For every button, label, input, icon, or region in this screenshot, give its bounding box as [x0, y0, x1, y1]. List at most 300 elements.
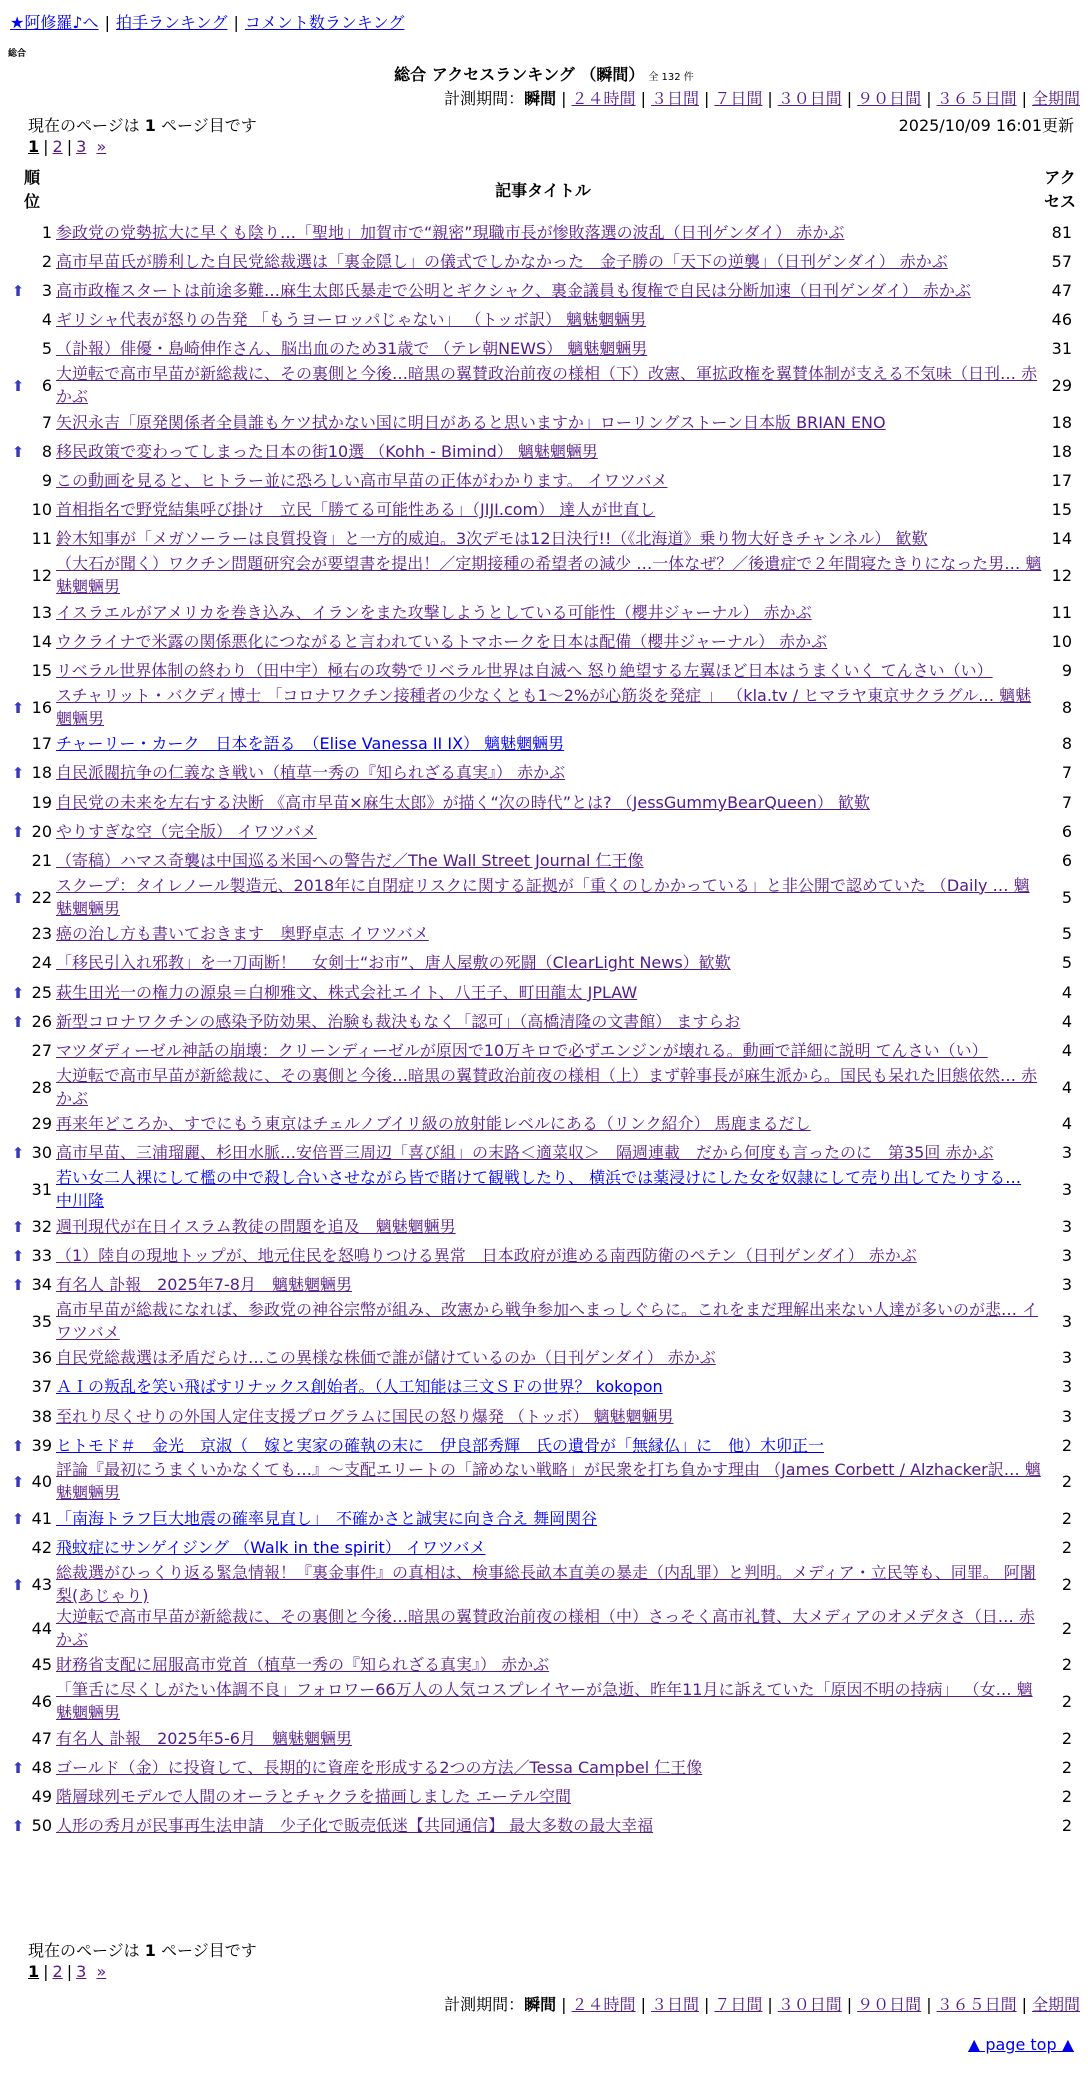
article-title-cell: [56, 1536, 1042, 1560]
rank-number: 36: [31, 1348, 52, 1368]
article-link[interactable]: マツダディーゼル神話の崩壊：クリーンディーゼルが原因で10万キロで必ずエンジンが壊れる。動画で詳細に説明 てんさい（い）: [56, 1040, 988, 1060]
rank-number: 7: [41, 412, 52, 432]
access-count: 5: [1061, 953, 1072, 973]
rank-number: 1: [41, 222, 52, 242]
rank-number: 50: [31, 1816, 52, 1836]
article-link[interactable]: 有名人 訃報 2025年7-8月 魑魅魍魎男: [56, 1274, 352, 1294]
access-count: 81: [1051, 222, 1072, 242]
pager-top: [28, 137, 106, 156]
article-link[interactable]: 「筆舌に尽くしがたい体調不良」フォロワー66万人の人気コスプレイヤーが急逝、昨年11月に訴えていた「原因不明の持病」 （女… 魑魅魍魎男: [56, 1680, 1033, 1722]
pager-separator: |: [43, 137, 49, 156]
article-title-cell: [56, 1064, 1042, 1110]
pager-link[interactable]: 2: [52, 137, 63, 156]
article-title-cell: [56, 1273, 1042, 1297]
article-link[interactable]: ヒトモド＃ 金光 京淑（ 嫁と実家の確執の末に 伊良部秀輝 氏の遺骨が「無縁仏」に 他）木卯正一: [56, 1435, 825, 1455]
ranking-row: [0, 335, 1088, 364]
ranking-row: [0, 1812, 1088, 1841]
article-link[interactable]: ギリシャ代表が怒りの告発 「もうヨーロッパじゃない」 （トッボ訳） 魑魅魍魎男: [56, 310, 647, 330]
article-link[interactable]: （寄稿）ハマス奇襲は中国巡る米国への警告だ／The Wall Street Journal 仁王像: [56, 850, 644, 870]
page-info-prefix: 現在のページは: [28, 116, 145, 135]
rank-number: 32: [31, 1216, 52, 1236]
ranking-row: [0, 817, 1088, 846]
rank-number: 4: [41, 310, 52, 330]
article-title-cell: [56, 761, 1042, 785]
page-info-number: 1: [144, 1941, 156, 1960]
access-count: 3: [1061, 1180, 1072, 1199]
article-link[interactable]: 鈴木知事が「メガソーラーは良質投資」と一方的威迫。3次デモは12日決行!!（《北海道》乗り物大好きチャンネル） 歓歎: [56, 529, 928, 549]
rank-number: 23: [31, 924, 52, 944]
access-count: 14: [1051, 529, 1072, 549]
rank-number: 3: [41, 280, 52, 300]
article-link[interactable]: 大逆転で高市早苗が新総裁に、その裏側と今後…暗黒の翼賛政治前夜の様相（中）さっそく高市礼賛、大メディアのオメデタさ（日… 赤かぶ: [56, 1606, 1035, 1649]
page-info-top: [28, 113, 257, 136]
period-option[interactable]: ７日間: [714, 1995, 763, 2014]
rank-number: 2: [41, 251, 52, 271]
up-arrow-icon: ⬆: [11, 822, 25, 841]
period-separator: |: [703, 1995, 710, 2014]
ranking-row: [0, 1504, 1088, 1533]
ranking-row: [0, 1782, 1088, 1811]
article-link[interactable]: 「移民引入れ邪教」を一刀両断！ 女剣士“お市”、唐人屋敷の死闘（ClearLight News）歓歎: [56, 953, 731, 973]
page-top-block: [968, 2035, 1074, 2054]
access-count: 4: [1061, 1114, 1072, 1134]
article-title-cell: [56, 1244, 1042, 1268]
period-option[interactable]: 全期間: [1031, 1995, 1080, 2014]
pager-bottom: [28, 1962, 106, 1981]
ranking-row: [0, 949, 1088, 978]
article-title-cell: [56, 732, 1042, 756]
article-title-cell: [56, 630, 1042, 654]
rank-number: 44: [31, 1618, 52, 1638]
period-option[interactable]: ７日間: [714, 89, 763, 108]
article-title-cell: [56, 552, 1042, 598]
access-count: 2: [1061, 1472, 1072, 1492]
article-link[interactable]: 参政党の党勢拡大に早くも陰り…「聖地」加賀市で“親密”現職市長が惨敗落選の波乱（日刊ゲンダイ） 赤かぶ: [56, 222, 845, 242]
article-title-cell: [56, 601, 1042, 625]
rank-number: 22: [31, 887, 52, 907]
up-arrow-icon: ⬆: [11, 281, 25, 300]
column-title: 記事タイトル: [495, 181, 591, 200]
ranking-row: [0, 1168, 1088, 1212]
access-count: 3: [1061, 1348, 1072, 1368]
access-count: 8: [1061, 697, 1072, 717]
rank-number: 17: [31, 734, 52, 754]
rank-number: 21: [31, 850, 52, 870]
page-info-suffix: ページ目です: [155, 116, 257, 135]
article-title-cell: [56, 221, 1042, 245]
page-top-link[interactable]: ▲ page top ▲: [967, 2035, 1074, 2054]
article-title-cell: [56, 1507, 1042, 1531]
pager-link[interactable]: 3: [76, 137, 87, 156]
ranking-row: [0, 247, 1088, 276]
article-title-cell: [56, 1215, 1042, 1239]
period-option[interactable]: ３６５日間: [936, 89, 1017, 108]
pager-link[interactable]: 3: [76, 1962, 87, 1981]
ranking-row: [0, 920, 1088, 949]
article-title-cell: [56, 308, 1042, 332]
ranking-row: [0, 759, 1088, 788]
article-link[interactable]: 矢沢永吉「原発関係者全員誰もケツ拭かない国に明日があると思いますか」ローリングストーン日本版 BRIAN ENO: [56, 412, 886, 432]
article-link[interactable]: リベラル世界体制の終わり（田中宇）極右の攻勢でリベラル世界は自滅へ 怒り絶望する左翼ほど日本はうまくいく てんさい（い）: [56, 660, 993, 680]
period-option[interactable]: ３日間: [650, 1995, 699, 2014]
rank-number: 15: [31, 660, 52, 680]
up-arrow-icon: ⬆: [11, 1575, 25, 1594]
rank-number: 34: [31, 1274, 52, 1294]
updated-time: 2025/10/09 16:01更新: [898, 116, 1074, 135]
ranking-row: [0, 1212, 1088, 1241]
article-title-cell: [56, 527, 1042, 551]
rank-number: 49: [31, 1786, 52, 1806]
ranking-row: [0, 730, 1088, 759]
up-arrow-icon: ⬆: [11, 1758, 25, 1777]
article-link[interactable]: （訃報）俳優・島崎伸作さん、脳出血のため31歳で （テレ朝NEWS） 魑魅魍魎男: [56, 339, 648, 359]
ranking-row: [0, 1460, 1088, 1504]
up-arrow-icon: ⬆: [11, 377, 25, 395]
access-count: 17: [1051, 470, 1072, 490]
ranking-row: [0, 218, 1088, 247]
article-title-cell: [56, 498, 1042, 522]
ranking-row: [0, 1724, 1088, 1753]
article-link[interactable]: 高市早苗が総裁になれば、参政党の神谷宗幣が組み、改憲から戦争参加へまっしぐらに。これをまだ理解出来ない人達が多いのが悲… イワツバメ: [56, 1299, 1039, 1342]
article-link[interactable]: 週刊現代が在日イスラム教徒の問題を追及 魑魅魍魎男: [56, 1216, 456, 1236]
article-title-cell: [56, 1605, 1042, 1651]
article-link[interactable]: 人形の秀月が民事再生法申請 少子化で販売低迷【共同通信】 最大多数の最大幸福: [56, 1816, 654, 1836]
access-count: 12: [1051, 566, 1072, 585]
article-title-cell: [56, 820, 1042, 844]
article-link[interactable]: やりすぎな空（完全版） イワツバメ: [56, 821, 317, 841]
article-link[interactable]: 高市早苗、三浦瑠麗、杉田水脈…安倍晋三周辺「喜び組」の末路＜適菜収＞ 隔週連載 だから何度も言ったのに 第35回 赤かぶ: [56, 1143, 994, 1163]
article-title-cell: [56, 1166, 1042, 1212]
rank-number: 14: [31, 631, 52, 651]
period-separator: |: [926, 1995, 932, 2014]
article-title-cell: [56, 1346, 1042, 1370]
ranking-row: [0, 788, 1088, 817]
ranking-row: [0, 1036, 1088, 1065]
access-count: 10: [1051, 631, 1072, 651]
article-link[interactable]: 自民派閥抗争の仁義なき戦い（植草一秀の『知られざる真実』） 赤かぶ: [56, 763, 566, 783]
ranking-row: [0, 437, 1088, 466]
access-count: 7: [1061, 792, 1072, 812]
ranking-row: [0, 656, 1088, 685]
article-title-cell: [56, 874, 1042, 920]
access-count: 3: [1061, 1143, 1072, 1163]
period-option[interactable]: 全期間: [1031, 89, 1080, 108]
nav-separator: |: [104, 13, 110, 32]
rank-number: 43: [31, 1574, 52, 1594]
access-count: 2: [1061, 1508, 1072, 1528]
access-count: 2: [1061, 1816, 1072, 1836]
access-count: 47: [1051, 280, 1072, 300]
ranking-row: [0, 306, 1088, 335]
article-link[interactable]: ウクライナで米露の関係悪化につながると言われているトマホークを日本は配備（櫻井ジャーナル） 赤かぶ: [56, 631, 828, 651]
access-count: 3: [1061, 1311, 1072, 1331]
article-link[interactable]: 自民党の未来を左右する決断 《高市早苗×麻生太郎》が描く“次の時代”とは? （JessGummyBearQueen） 歓歎: [56, 792, 870, 812]
ranking-row: [0, 1534, 1088, 1563]
period-option[interactable]: ２４時間: [571, 89, 636, 108]
period-separator: |: [561, 1995, 567, 2014]
rank-number: 46: [31, 1692, 52, 1711]
article-link[interactable]: （1）陸自の現地トップが、地元住民を怒鳴りつける異常 日本政府が進める南西防衛のペテン（日刊ゲンダイ） 赤かぶ: [56, 1245, 917, 1265]
article-link[interactable]: 高市早苗氏が勝利した自民党総裁選は「裏金隠し」の儀式でしかなかった 金子勝の「天下の逆襲」（日刊ゲンダイ） 赤かぶ: [56, 251, 948, 271]
access-count: 11: [1051, 602, 1072, 622]
up-arrow-icon: ⬆: [11, 983, 25, 1002]
article-link[interactable]: （大石が聞く）ワクチン問題研究会が要望書を提出！／定期接種の希望者の減少 …一体なぜ？／後遺症で２年間寝たきりになった男… 魑魅魍魎男: [56, 554, 1042, 596]
article-link[interactable]: この動画を見ると、ヒトラー並に恐ろしい高市早苗の正体がわかります。 イワツバメ: [56, 470, 668, 490]
period-current: 瞬間: [524, 89, 557, 108]
access-count: 4: [1061, 1077, 1072, 1097]
article-link[interactable]: イスラエルがアメリカを巻き込み、イランをまた攻撃しようとしている可能性（櫻井ジャーナル） 赤かぶ: [56, 602, 812, 622]
access-count: 3: [1061, 1245, 1072, 1265]
column-rank: 順位: [23, 168, 40, 211]
article-title-cell: [56, 1112, 1042, 1136]
access-count: 2: [1061, 1692, 1072, 1711]
ranking-row: [0, 876, 1088, 920]
article-title-cell: [56, 849, 1042, 873]
article-title-cell: [56, 1653, 1042, 1677]
period-option[interactable]: ３０日間: [777, 1995, 842, 2014]
rank-number: 26: [31, 1011, 52, 1031]
access-count: 18: [1051, 412, 1072, 432]
article-title-cell: [56, 469, 1042, 493]
article-link[interactable]: 癌の治し方も書いておきます 奥野卓志 イワツバメ: [56, 924, 429, 944]
page-info-number: 1: [144, 116, 156, 135]
period-option[interactable]: ９０日間: [857, 1995, 922, 2014]
article-link[interactable]: 萩生田光一の権力の源泉＝白柳雅文、株式会社エイト、八王子、町田龍太 JPLAW: [56, 982, 638, 1002]
period-label: 計測期間：: [444, 89, 525, 108]
article-title-cell: [56, 1298, 1042, 1344]
ranking-row: [0, 1344, 1088, 1373]
ranking-row: [0, 1007, 1088, 1036]
up-arrow-icon: ⬆: [11, 1012, 25, 1031]
rank-number: 16: [31, 697, 52, 717]
top-nav: [10, 10, 404, 33]
access-count: 4: [1061, 982, 1072, 1002]
period-separator: |: [926, 89, 932, 108]
access-count: 2: [1061, 1538, 1072, 1558]
access-count: 4: [1061, 1011, 1072, 1031]
article-title-cell: [56, 1405, 1042, 1429]
access-count: 3: [1061, 1216, 1072, 1236]
article-link[interactable]: ゴールド（金）に投資して、長期的に資産を形成する2つの方法／Tessa Campbel 仁王像: [56, 1757, 703, 1777]
up-arrow-icon: ⬆: [11, 1473, 25, 1492]
article-title-cell: [56, 1727, 1042, 1751]
period-separator: |: [767, 1995, 773, 2014]
ranking-row: [0, 276, 1088, 305]
period-option[interactable]: ９０日間: [857, 89, 922, 108]
access-count: 3: [1061, 1406, 1072, 1426]
article-link[interactable]: 移民政策で変わってしまった日本の街10選 （Kohh - Bimind） 魑魅魍魎男: [56, 441, 598, 461]
ranking-row: [0, 1241, 1088, 1270]
access-count: 2: [1061, 1728, 1072, 1748]
article-link[interactable]: スチャリット・バクディ博士 「コロナワクチン接種者の少なくとも1〜2%が心筋炎を発症 」 （kla.tv / ヒマラヤ東京サクラグル… 魑魅魍魎男: [56, 685, 1032, 728]
access-count: 2: [1061, 1618, 1072, 1638]
access-count: 4: [1061, 1040, 1072, 1060]
home-link[interactable]: ★阿修羅♪へ: [10, 13, 99, 32]
ranking-row: [0, 1373, 1088, 1402]
article-title-cell: [56, 922, 1042, 946]
ranking-row: [0, 1270, 1088, 1299]
article-link[interactable]: 総裁選がひっくり返る緊急情報！『裏金事件』の真相は、検事総長畝本直美の暴走（内乱罪）と判明。メディア・立民等も、同罪。 阿闍梨(あじゃり): [56, 1562, 1036, 1605]
ranking-row: [0, 1607, 1088, 1651]
rank-number: 35: [31, 1311, 52, 1331]
period-separator: |: [561, 89, 567, 108]
article-link[interactable]: ＡＩの叛乱を笑い飛ばすリナックス創始者。（人工知能は三文ＳＦの世界？ kokopon: [56, 1377, 663, 1397]
period-separator: |: [640, 89, 646, 108]
period-option[interactable]: ３日間: [650, 89, 699, 108]
access-count: 6: [1061, 821, 1072, 841]
period-separator: |: [640, 1995, 646, 2014]
article-link[interactable]: スクープ：タイレノール製造元、2018年に自閉症リスクに関する証拠が「重くのしかかっている」と非公開で認めていた （Daily … 魑魅魍魎男: [56, 875, 1030, 918]
page-title-block: [0, 62, 1088, 85]
article-link[interactable]: 至れり尽くせりの外国人定住支援プログラムに国民の怒り爆発 （トッボ） 魑魅魍魎男: [56, 1406, 674, 1426]
article-link[interactable]: 高市政権スタートは前途多難…麻生太郎氏暴走で公明とギクシャク、裏金議員も復権で自民は分断加速（日刊ゲンダイ） 赤かぶ: [56, 280, 971, 300]
rank-number: 38: [31, 1406, 52, 1426]
rank-number: 19: [31, 792, 52, 812]
period-separator: |: [703, 89, 710, 108]
ranking-row: [0, 686, 1088, 730]
article-link[interactable]: 若い女二人裸にして檻の中で殺し合いさせながら皆で賭けて観戦したり、 横浜では薬浸けにした女を奴隷にして売り出してたりする… 中川隆: [56, 1168, 1022, 1210]
article-title-cell: [56, 440, 1042, 464]
ranking-row: [0, 627, 1088, 656]
access-count: 31: [1051, 339, 1072, 359]
article-title-cell: [56, 684, 1042, 730]
article-title-cell: [56, 279, 1042, 303]
ranking-row: [0, 1110, 1088, 1139]
rank-number: 6: [41, 376, 52, 395]
ranking-row: [0, 408, 1088, 437]
rank-number: 10: [31, 500, 52, 520]
total-count: 全 132 件: [648, 72, 694, 83]
article-link[interactable]: 大逆転で高市早苗が新総裁に、その裏側と今後…暗黒の翼賛政治前夜の様相（上）まず幹事長が麻生派から。国民も呆れた旧態依然… 赤かぶ: [56, 1065, 1038, 1108]
pager-next[interactable]: »: [96, 137, 107, 156]
article-link[interactable]: 財務省支配に屈服高市党首（植草一秀の『知られざる真実』） 赤かぶ: [56, 1655, 550, 1675]
period-option[interactable]: ３０日間: [777, 89, 842, 108]
ranking-row: [0, 598, 1088, 627]
article-title-cell: [56, 1814, 1042, 1838]
rank-number: 25: [31, 982, 52, 1002]
up-arrow-icon: ⬆: [11, 1275, 25, 1294]
rank-number: 12: [31, 566, 52, 585]
ranking-row: [0, 1139, 1088, 1168]
up-arrow-icon: ⬆: [11, 1509, 25, 1528]
article-title-cell: [56, 1458, 1042, 1504]
period-separator: |: [846, 1995, 853, 2014]
article-link[interactable]: 「南海トラフ巨大地震の確率見直し」 不確かさと誠実に向き合え 舞岡関谷: [56, 1508, 598, 1528]
rank-number: 47: [31, 1728, 52, 1748]
article-link[interactable]: 階層球列モデルで人間のオーラとチャクラを描画しました エーテル空間: [56, 1786, 572, 1806]
rank-number: 27: [31, 1040, 52, 1060]
rank-number: 11: [31, 529, 52, 549]
article-title-cell: [56, 337, 1042, 361]
access-count: 2: [1061, 1786, 1072, 1806]
rank-number: 48: [31, 1757, 52, 1777]
up-arrow-icon: ⬆: [11, 888, 25, 907]
pager-next[interactable]: »: [96, 1962, 107, 1981]
article-link[interactable]: 有名人 訃報 2025年5-6月 魑魅魍魎男: [56, 1728, 352, 1748]
ranking-row: [0, 466, 1088, 495]
category-label: 総合: [8, 49, 27, 59]
article-link[interactable]: 再来年どころか、すでにもう東京はチェルノブイリ級の放射能レベルにある（リンク紹介） 馬鹿まるだし: [56, 1114, 811, 1134]
page-title: 総合 アクセスランキング （瞬間）: [394, 65, 645, 84]
access-count: 2: [1061, 1757, 1072, 1777]
up-arrow-icon: ⬆: [11, 1817, 25, 1836]
article-link[interactable]: 首相指名で野党結集呼び掛け 立民「勝てる可能性ある」（JIJI.com） 達人が世直し: [56, 500, 656, 520]
article-link[interactable]: 飛蚊症にサンゲイジング （Walk in the spirit） イワツバメ: [56, 1538, 486, 1558]
article-title-cell: [56, 362, 1042, 408]
period-separator: |: [846, 89, 853, 108]
up-arrow-icon: ⬆: [11, 1217, 25, 1236]
access-count: 46: [1051, 310, 1072, 330]
up-arrow-icon: ⬆: [11, 1246, 25, 1265]
article-link[interactable]: 評論『最初にうまくいかなくても…』〜支配エリートの「諦めない戦略」が民衆を打ち負かす理由 （James Corbett / Alzhacker訳… 魑魅魍魎男: [56, 1460, 1041, 1503]
ranking-row: [0, 978, 1088, 1007]
article-title-cell: [56, 1141, 1042, 1165]
rank-number: 45: [31, 1655, 52, 1675]
access-count: 2: [1061, 1435, 1072, 1455]
access-count: 2: [1061, 1574, 1072, 1594]
page-info-suffix: ページ目です: [155, 1941, 257, 1960]
column-access: アクセス: [1043, 168, 1076, 211]
rank-number: 13: [31, 602, 52, 622]
clap-ranking-link[interactable]: 拍手ランキング: [115, 13, 228, 32]
period-option[interactable]: ３６５日間: [936, 1995, 1017, 2014]
period-separator: |: [1021, 1995, 1027, 2014]
access-count: 2: [1061, 1655, 1072, 1675]
rank-number: 39: [31, 1435, 52, 1455]
ranking-row: [0, 1563, 1088, 1607]
up-arrow-icon: ⬆: [11, 442, 25, 461]
pager-current: 1: [28, 137, 40, 156]
period-option[interactable]: ２４時間: [571, 1995, 636, 2014]
access-count: 8: [1061, 734, 1072, 754]
article-link[interactable]: 新型コロナワクチンの感染予防効果、治験も裁決もなく「認可」（高橋清隆の文書館） ますらお: [56, 1011, 741, 1031]
article-title-cell: [56, 1561, 1042, 1607]
ranking-row: [0, 525, 1088, 554]
rank-number: 20: [31, 821, 52, 841]
rank-number: 33: [31, 1245, 52, 1265]
ranking-row: [0, 496, 1088, 525]
pager-current: 1: [28, 1962, 40, 1981]
ranking-row: [0, 1066, 1088, 1110]
comment-ranking-link[interactable]: コメント数ランキング: [244, 13, 405, 32]
rank-number: 31: [31, 1180, 52, 1199]
article-link[interactable]: 自民党総裁選は矛盾だらけ…この異様な株価で誰が儲けているのか（日刊ゲンダイ） 赤かぶ: [56, 1348, 716, 1368]
access-count: 18: [1051, 441, 1072, 461]
article-link[interactable]: 大逆転で高市早苗が新総裁に、その裏側と今後…暗黒の翼賛政治前夜の様相（下）改憲、軍拡政権を翼賛体制が支える不気味（日刊… 赤かぶ: [56, 364, 1038, 406]
rank-number: 5: [41, 339, 52, 359]
period-current: 瞬間: [524, 1995, 557, 2014]
access-count: 7: [1061, 763, 1072, 783]
rank-number: 28: [31, 1077, 52, 1097]
pager-separator: |: [43, 1962, 49, 1981]
article-title-cell: [56, 1756, 1042, 1780]
rank-number: 42: [31, 1538, 52, 1558]
pager-link[interactable]: 2: [52, 1962, 63, 1981]
article-title-cell: [56, 659, 1042, 683]
access-count: 9: [1061, 660, 1072, 680]
up-arrow-icon: ⬆: [11, 764, 25, 783]
page-info-bottom: [28, 1938, 257, 1961]
article-title-cell: [56, 1039, 1042, 1063]
access-count: 3: [1061, 1274, 1072, 1294]
article-link[interactable]: チャーリー・カーク 日本を語る （Elise Vanessa II IX） 魑魅魍魎男: [56, 734, 565, 754]
ranking-row: [0, 364, 1088, 408]
access-count: 3: [1061, 1377, 1072, 1397]
nav-separator: |: [233, 13, 239, 32]
ranking-row: [0, 1680, 1088, 1724]
rank-number: 24: [31, 953, 52, 973]
access-count: 57: [1051, 251, 1072, 271]
